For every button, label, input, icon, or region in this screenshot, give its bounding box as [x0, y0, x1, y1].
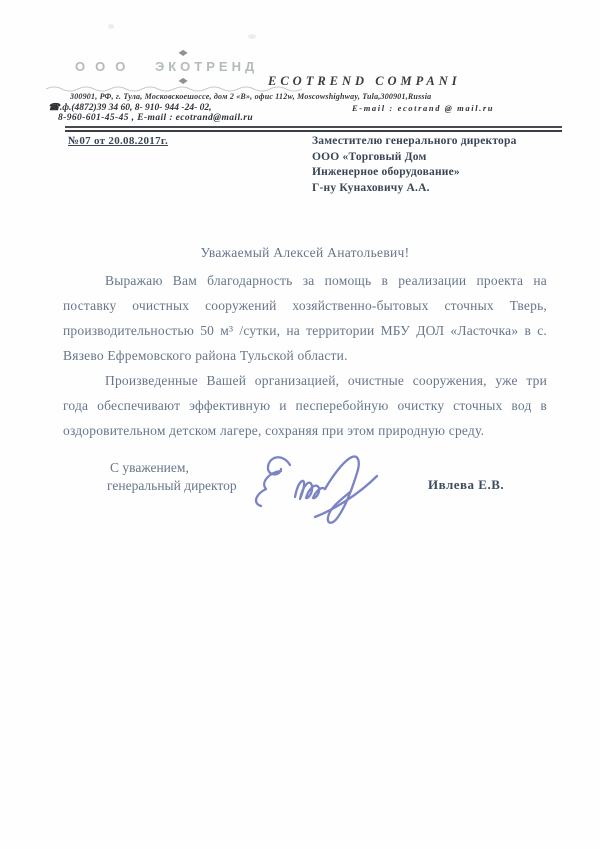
email-line-right: E-mail : ecotrand @ mail.ru	[352, 103, 495, 113]
para1-line: поставку очистных сооружений хозяйственно-бытовых сточных Тверь,	[63, 298, 547, 313]
salutation: Уважаемый Алексей Анатольевич!	[200, 245, 410, 260]
para1-line: Выражаю Вам благодарность за помощь в реализации проекта на	[105, 273, 547, 288]
para1-line: Вязево Ефремовского района Тульской области.	[63, 348, 348, 363]
company-address: 300901, РФ, г. Тула, Московскоешоссе, дом 2 «В», офис 112w, Moscowshighway, Tula,300901,Russia	[70, 92, 432, 101]
recipient-block	[312, 134, 564, 196]
closing-regards: С уважением,	[110, 460, 189, 475]
para1-line: производительностью 50 м³ /сутки, на территории МБУ ДОЛ «Ласточка» в с.	[63, 323, 547, 338]
logo-brand-text: ЭКОТРЕНД	[155, 59, 259, 74]
company-name-en: ECOTREND COMPANI	[268, 74, 461, 88]
signer-name: Ивлева Е.В.	[428, 477, 505, 492]
logo-diamond-icon: ◆	[178, 76, 188, 85]
recipient-person: Г-ну Кунаховичу А.А.	[312, 181, 430, 194]
scan-speckle	[108, 24, 114, 29]
letter-body	[63, 268, 547, 443]
phone-line-2: 8-960-601-45-45 , E-mail : ecotrand@mail.ru	[58, 113, 254, 123]
recipient-company-1: ООО «Торговый Дом	[312, 150, 427, 163]
para2-line: года обеспечивают эффективную и песперебойную очистку сточных вод в	[63, 398, 547, 413]
handwritten-signature	[245, 444, 405, 539]
header-divider-rule	[65, 126, 562, 132]
closing-position: генеральный директор	[107, 478, 237, 493]
recipient-title: Заместителю генерального директора	[312, 135, 517, 147]
logo-org-type: ООО	[75, 59, 136, 74]
para2-line: Произведенные Вашей организацией, очистные сооружения, уже три	[105, 373, 547, 388]
recipient-company-2: Инженерное оборудование»	[312, 166, 460, 178]
para2-line: оздоровительном детском лагере, сохраняя при этом природную среду.	[63, 423, 485, 438]
logo-diamond-icon: ◆	[178, 48, 188, 57]
scan-speckle	[248, 34, 256, 39]
phone-line-1: ☎.ф.(4872)39 34 60, 8- 910- 944 -24- 02,	[48, 103, 212, 113]
reference-number-date: №07 от 20.08.2017г.	[68, 135, 169, 147]
